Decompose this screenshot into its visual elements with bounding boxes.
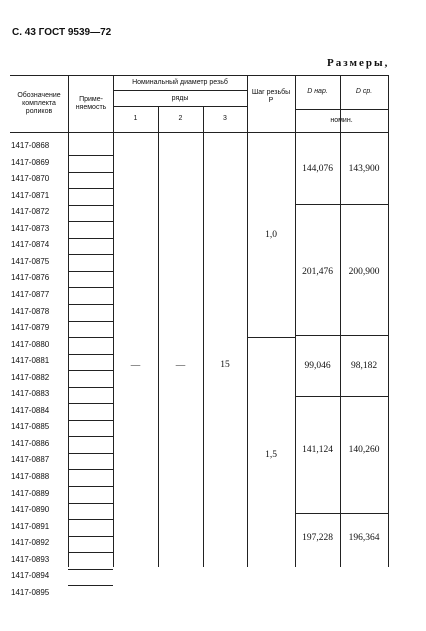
applicability-row-rule <box>68 519 113 520</box>
designation-code: 1417-0891 <box>11 521 50 531</box>
applicability-row-rule <box>68 436 113 437</box>
applicability-row-rule <box>68 503 113 504</box>
col-rule-7 <box>340 75 341 567</box>
header-nominal-diameter: Номинальный диаметр резьб <box>132 79 228 86</box>
applicability-row-rule <box>68 188 113 189</box>
designation-code: 1417-0885 <box>11 422 50 432</box>
applicability-row-rule <box>68 370 113 371</box>
header-nomin: номин. <box>330 117 353 124</box>
col-rule-2 <box>113 75 114 567</box>
applicability-row-rule <box>68 354 113 355</box>
designation-code: 1417-0881 <box>11 356 50 366</box>
applicability-row-rule <box>68 172 113 173</box>
units-label: Размеры, <box>327 57 390 69</box>
d-sr-value-4: 140,260 <box>348 445 380 455</box>
applicability-row-rule <box>68 536 113 537</box>
header-row-3: 3 <box>223 115 227 122</box>
applicability-row-rule <box>68 585 113 586</box>
row2-value: — <box>175 361 186 371</box>
applicability-row-rule <box>68 155 113 156</box>
designation-code: 1417-0878 <box>11 306 50 316</box>
applicability-row-rule <box>68 453 113 454</box>
designation-code: 1417-0890 <box>11 505 50 515</box>
header-d-nar: D нар. <box>307 88 328 95</box>
applicability-row-rule <box>68 221 113 222</box>
applicability-row-rule <box>68 321 113 322</box>
col-rule-8 <box>388 75 389 567</box>
applicability-row-rule <box>68 486 113 487</box>
d-nar-value-1: 144,076 <box>302 164 333 174</box>
designation-code: 1417-0876 <box>11 273 50 283</box>
designation-code: 1417-0894 <box>11 571 50 581</box>
d-group-rule-1 <box>295 204 388 205</box>
col-rule-4 <box>203 106 204 567</box>
d-group-rule-3 <box>295 396 388 397</box>
designation-code: 1417-0879 <box>11 323 50 333</box>
applicability-row-rule <box>68 469 113 470</box>
header-bottom-rule <box>10 132 388 133</box>
applicability-row-rule <box>68 569 113 570</box>
designation-code: 1417-0875 <box>11 256 50 266</box>
header-nomin-rule <box>295 109 388 110</box>
applicability-row-rule <box>68 271 113 272</box>
table-top-rule <box>10 75 388 76</box>
header-sub-rule <box>113 90 247 91</box>
designation-code: 1417-0871 <box>11 190 50 200</box>
applicability-row-rule <box>68 287 113 288</box>
designation-code: 1417-0886 <box>11 438 50 448</box>
applicability-row-rule <box>68 337 113 338</box>
designation-code: 1417-0877 <box>11 289 50 299</box>
designation-code: 1417-0872 <box>11 207 50 217</box>
header-rows: ряды <box>171 95 189 102</box>
d-sr-value-2: 200,900 <box>348 267 380 277</box>
applicability-row-rule <box>68 387 113 388</box>
row3-value: 15 <box>220 360 230 370</box>
header-designation: Обозначение комплекта роликов <box>17 92 61 115</box>
designation-code: 1417-0880 <box>11 339 50 349</box>
designation-code: 1417-0868 <box>11 141 50 150</box>
d-nar-value-2: 201,476 <box>302 267 333 277</box>
applicability-row-rule <box>68 254 113 255</box>
d-nar-value-3: 99,046 <box>304 361 331 371</box>
d-sr-value-5: 196,364 <box>348 533 380 543</box>
applicability-row-rule <box>68 238 113 239</box>
pitch-group-rule <box>247 337 295 338</box>
d-group-rule-4 <box>295 513 388 514</box>
header-rows-rule <box>113 106 247 107</box>
d-sr-value-1: 143,900 <box>348 164 380 174</box>
col-rule-3 <box>158 106 159 567</box>
page-title: С. 43 ГОСТ 9539—72 <box>12 27 112 38</box>
header-applicability: Приме- няемость <box>75 96 107 111</box>
col-rule-5 <box>247 75 248 567</box>
applicability-row-rule <box>68 304 113 305</box>
applicability-row-rule <box>68 552 113 553</box>
row1-value: — <box>130 361 141 371</box>
designation-code: 1417-0883 <box>11 389 50 399</box>
applicability-row-rule <box>68 205 113 206</box>
designation-code: 1417-0874 <box>11 240 50 250</box>
header-d-sr: D ср. <box>355 88 373 95</box>
pitch-value-2: 1,5 <box>265 450 277 460</box>
header-pitch: Шаг резьбы P <box>251 89 291 104</box>
designation-code: 1417-0884 <box>11 405 50 415</box>
designation-code: 1417-0888 <box>11 472 50 481</box>
pitch-value-1: 1,0 <box>265 230 277 240</box>
designation-code: 1417-0887 <box>11 455 50 465</box>
header-row-2: 2 <box>178 115 183 122</box>
designation-code: 1417-0895 <box>11 587 50 597</box>
header-row-1: 1 <box>133 115 138 122</box>
d-group-rule-2 <box>295 335 388 336</box>
designation-code: 1417-0893 <box>11 554 50 564</box>
designation-code: 1417-0889 <box>11 488 50 498</box>
d-nar-value-5: 197,228 <box>302 533 333 543</box>
designation-code: 1417-0882 <box>11 372 50 382</box>
col-rule-6 <box>295 75 296 567</box>
applicability-row-rule <box>68 420 113 421</box>
designation-code: 1417-0873 <box>11 223 50 233</box>
designation-code: 1417-0892 <box>11 538 50 548</box>
designation-code: 1417-0869 <box>11 157 50 167</box>
d-nar-value-4: 141,124 <box>302 445 333 455</box>
applicability-row-rule <box>68 403 113 404</box>
d-sr-value-3: 98,182 <box>350 361 378 371</box>
designation-code: 1417-0870 <box>11 174 50 184</box>
